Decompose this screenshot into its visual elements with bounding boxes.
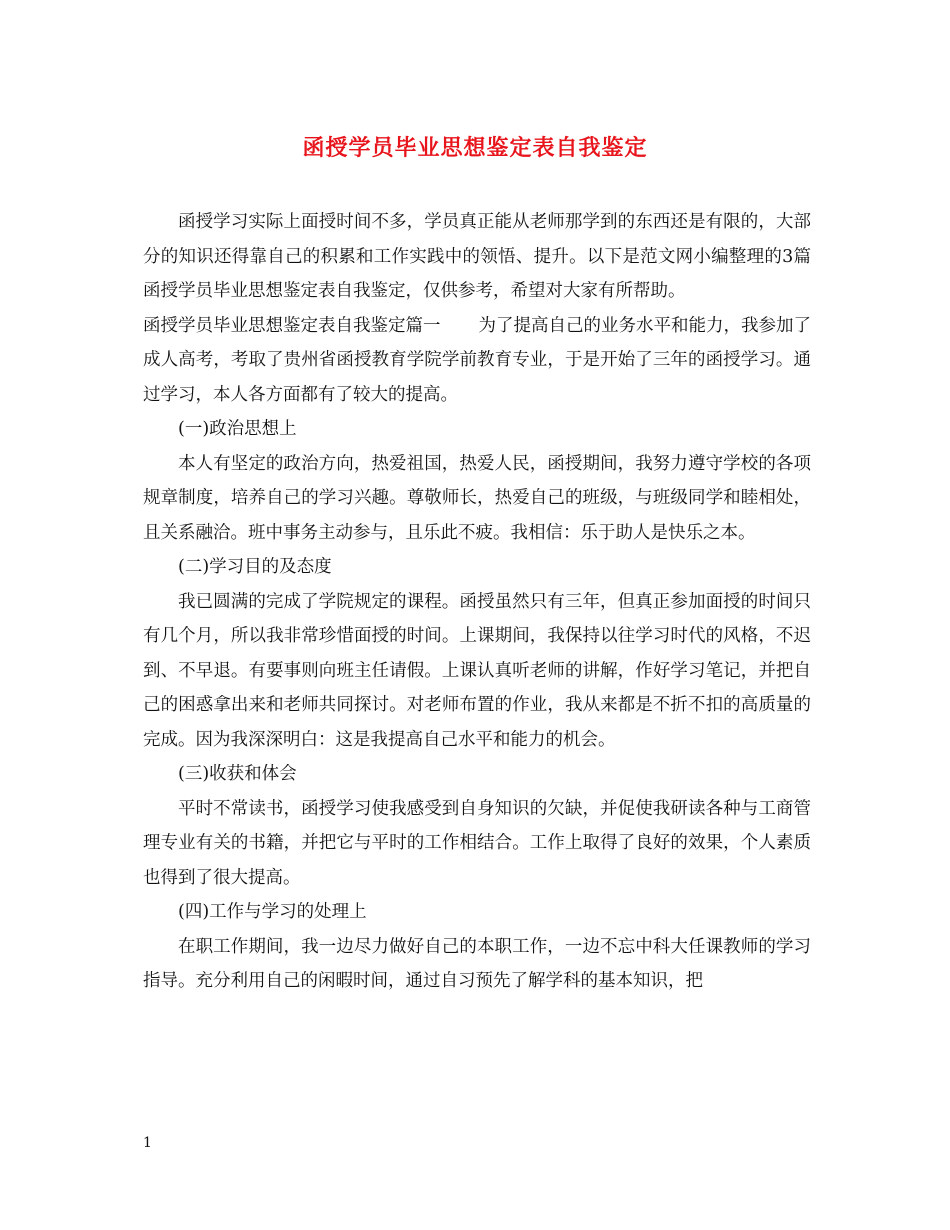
page-number: 1 [143, 1135, 152, 1151]
section-label: 函授学员毕业思想鉴定表自我鉴定篇一 [143, 315, 441, 336]
section-heading: (二)学习目的及态度 [178, 557, 332, 577]
intro-paragraph: 函授学习实际上面授时间不多，学员真正能从老师那学到的东西还是有限的，大部分的知识还得靠自己的积累和工作实践中的领悟、提升。以下是范文网小编整理的3篇函授学员毕业思想鉴定表自我鉴定，仅供参考，希望对大家有所帮助。 [143, 212, 811, 301]
document-title: 函授学员毕业思想鉴定表自我鉴定 [302, 135, 648, 161]
section-heading: (一)政治思想上 [178, 419, 297, 439]
section-intro-text: 为了提高自己的业务水平和能力，我参加了成人高考，考取了贵州省函授教育学院学前教育专业，于是开始了三年的函授学习。通过学习，本人各方面都有了较大的提高。 [143, 315, 811, 405]
document-body [143, 205, 811, 999]
section-intro-paragraph [143, 309, 811, 413]
section-body: 平时不常读书，函授学习使我感受到自身知识的欠缺，并促使我研读各种与工商管理专业有关的书籍，并把它与平时的工作相结合。工作上取得了良好的效果，个人素质也得到了很大提高。 [143, 798, 811, 888]
section-body: 本人有坚定的政治方向，热爱祖国，热爱人民，函授期间，我努力遵守学校的各项规章制度，培养自己的学习兴趣。尊敬师长，热爱自己的班级，与班级同学和睦相处，且关系融洽。班中事务主动参与，且乐此不疲。我相信：乐于助人是快乐之本。 [143, 453, 811, 543]
section-body: 我已圆满的完成了学院规定的课程。函授虽然只有三年，但真正参加面授的时间只有几个月，所以我非常珍惜面授的时间。上课期间，我保持以往学习时代的风格，不迟到、不早退。有要事则向班主任请假。上课认真听老师的讲解，作好学习笔记，并把自己的困惑拿出来和老师共同探讨。对老师布置的作业，我从来都是不折不扣的高质量的完成。因为我深深明白：这是我提高自己水平和能力的机会。 [143, 591, 811, 750]
section-body: 在职工作期间，我一边尽力做好自己的本职工作，一边不忘中科大任课教师的学习指导。充分利用自己的闲暇时间，通过自习预先了解学科的基本知识，把 [143, 936, 811, 991]
section-heading: (三)收获和体会 [178, 764, 297, 784]
section-heading: (四)工作与学习的处理上 [178, 902, 367, 922]
